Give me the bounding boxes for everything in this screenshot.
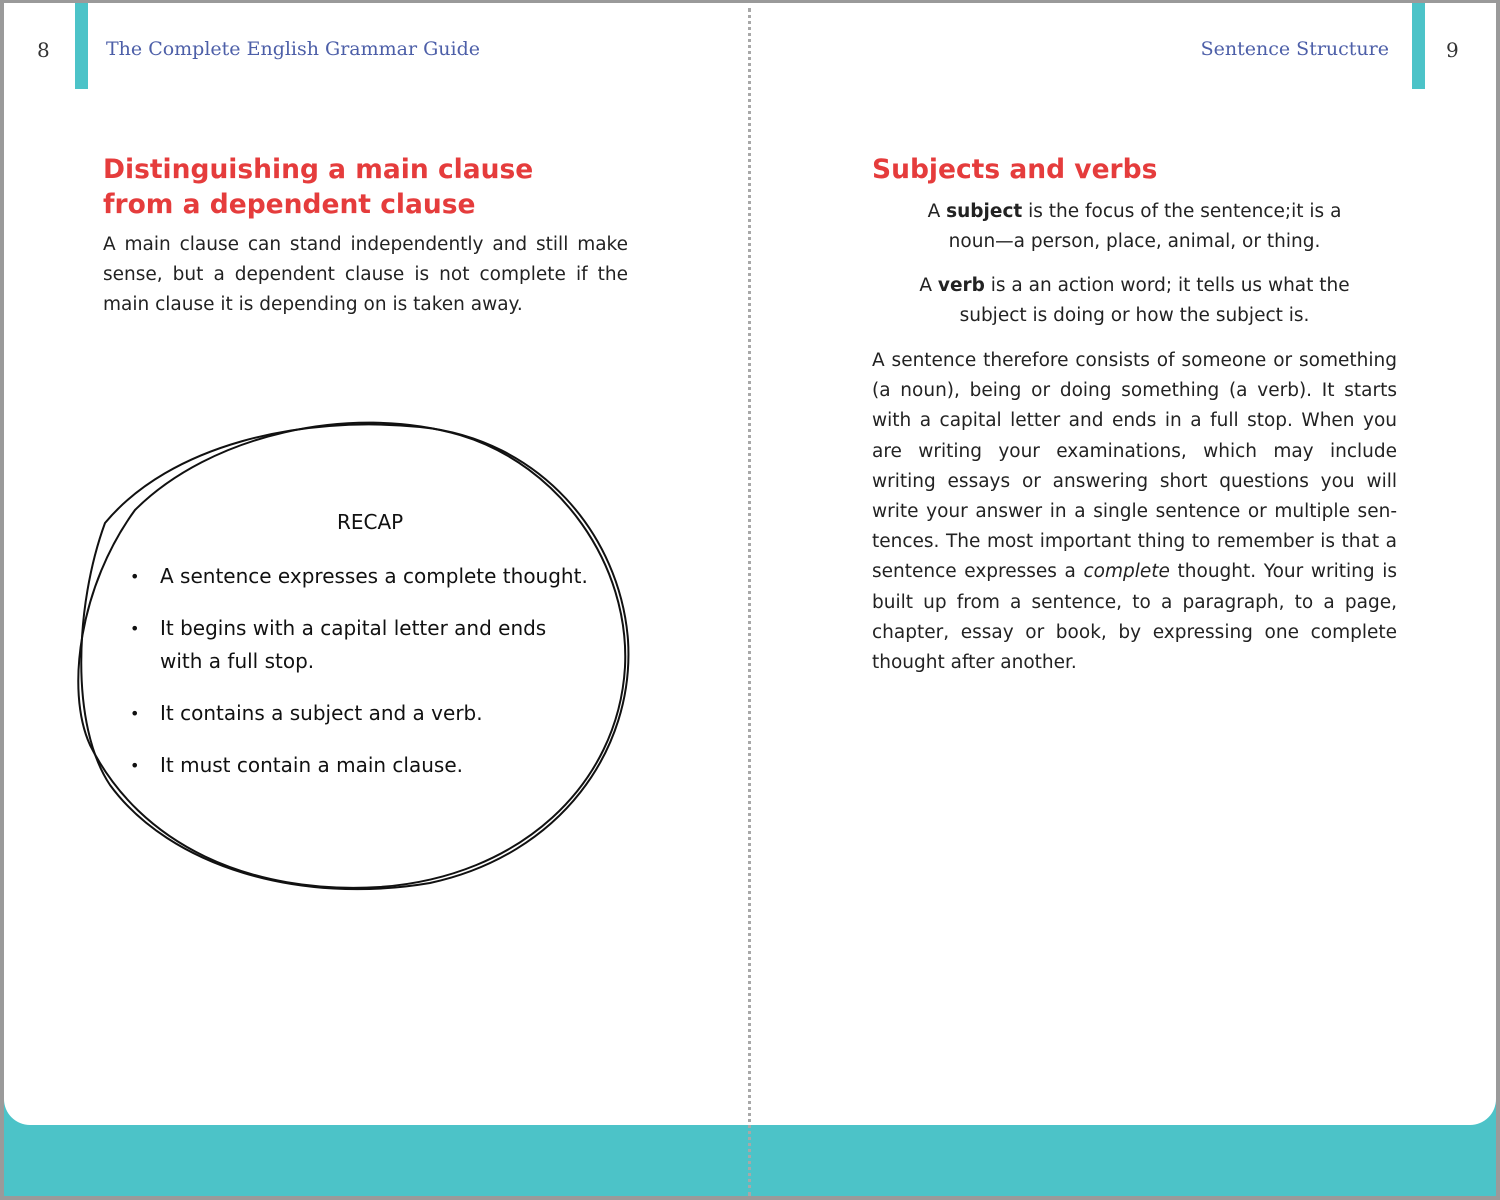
subject-def-prefix: A bbox=[927, 201, 941, 222]
right-running-head: Sentence Structure bbox=[1200, 38, 1389, 60]
right-heading: Subjects and verbs bbox=[872, 154, 1158, 185]
recap-list bbox=[130, 560, 590, 801]
left-page-number: 8 bbox=[37, 38, 50, 62]
left-intro-paragraph: A main clause can stand independently and still make sense, but a dependent clause is not complete if the main clause it is depending on is taken away. bbox=[103, 234, 628, 316]
right-body-paragraph bbox=[872, 346, 1397, 678]
verb-definition bbox=[912, 271, 1357, 331]
paragraph-part2: thought. Your writing is built up from a sentence, to a paragraph, to a page, chapter, essay or book, by expressing one complete thought after another. bbox=[872, 561, 1398, 674]
left-heading bbox=[103, 152, 703, 222]
verb-term: verb bbox=[937, 275, 985, 296]
verb-def-text: is a an action word; it tells us what the subject is doing or how the subject is. bbox=[959, 275, 1350, 326]
recap-item: • It must contain a main clause. bbox=[130, 749, 590, 782]
recap-item: • A sentence expresses a complete thought. bbox=[130, 560, 590, 593]
recap-title: RECAP bbox=[337, 510, 404, 534]
right-header-tab bbox=[1412, 3, 1425, 89]
left-running-head: The Complete English Grammar Guide bbox=[106, 38, 481, 60]
subject-def-text: is the focus of the sentence;it is a noun—a person, place, animal, or thing. bbox=[948, 201, 1342, 252]
spine-divider bbox=[748, 8, 751, 1196]
recap-item: • It begins with a capital letter and ends with a full stop. bbox=[130, 612, 550, 678]
left-heading-line1: Distinguishing a main clause bbox=[103, 154, 534, 185]
recap-item: • It contains a subject and a verb. bbox=[130, 697, 590, 730]
subject-definition bbox=[912, 197, 1357, 257]
paragraph-emphasis: complete bbox=[1083, 561, 1170, 583]
left-header-tab bbox=[75, 3, 88, 89]
subject-term: subject bbox=[946, 201, 1023, 222]
left-heading-line2: from a dependent clause bbox=[103, 189, 476, 220]
verb-def-prefix: A bbox=[919, 275, 932, 296]
paragraph-part1: A sentence therefore consists of someone or something (a noun), being or doing something (a verb). It starts with a capital letter and ends in a full stop. When you are writing your examinations, which may include writing essays or answering short questions you will write your answer in a single sentence or multiple sentences. The most important thing to remember is that a sentence expresses a bbox=[872, 350, 1397, 583]
right-page-number: 9 bbox=[1446, 38, 1459, 62]
